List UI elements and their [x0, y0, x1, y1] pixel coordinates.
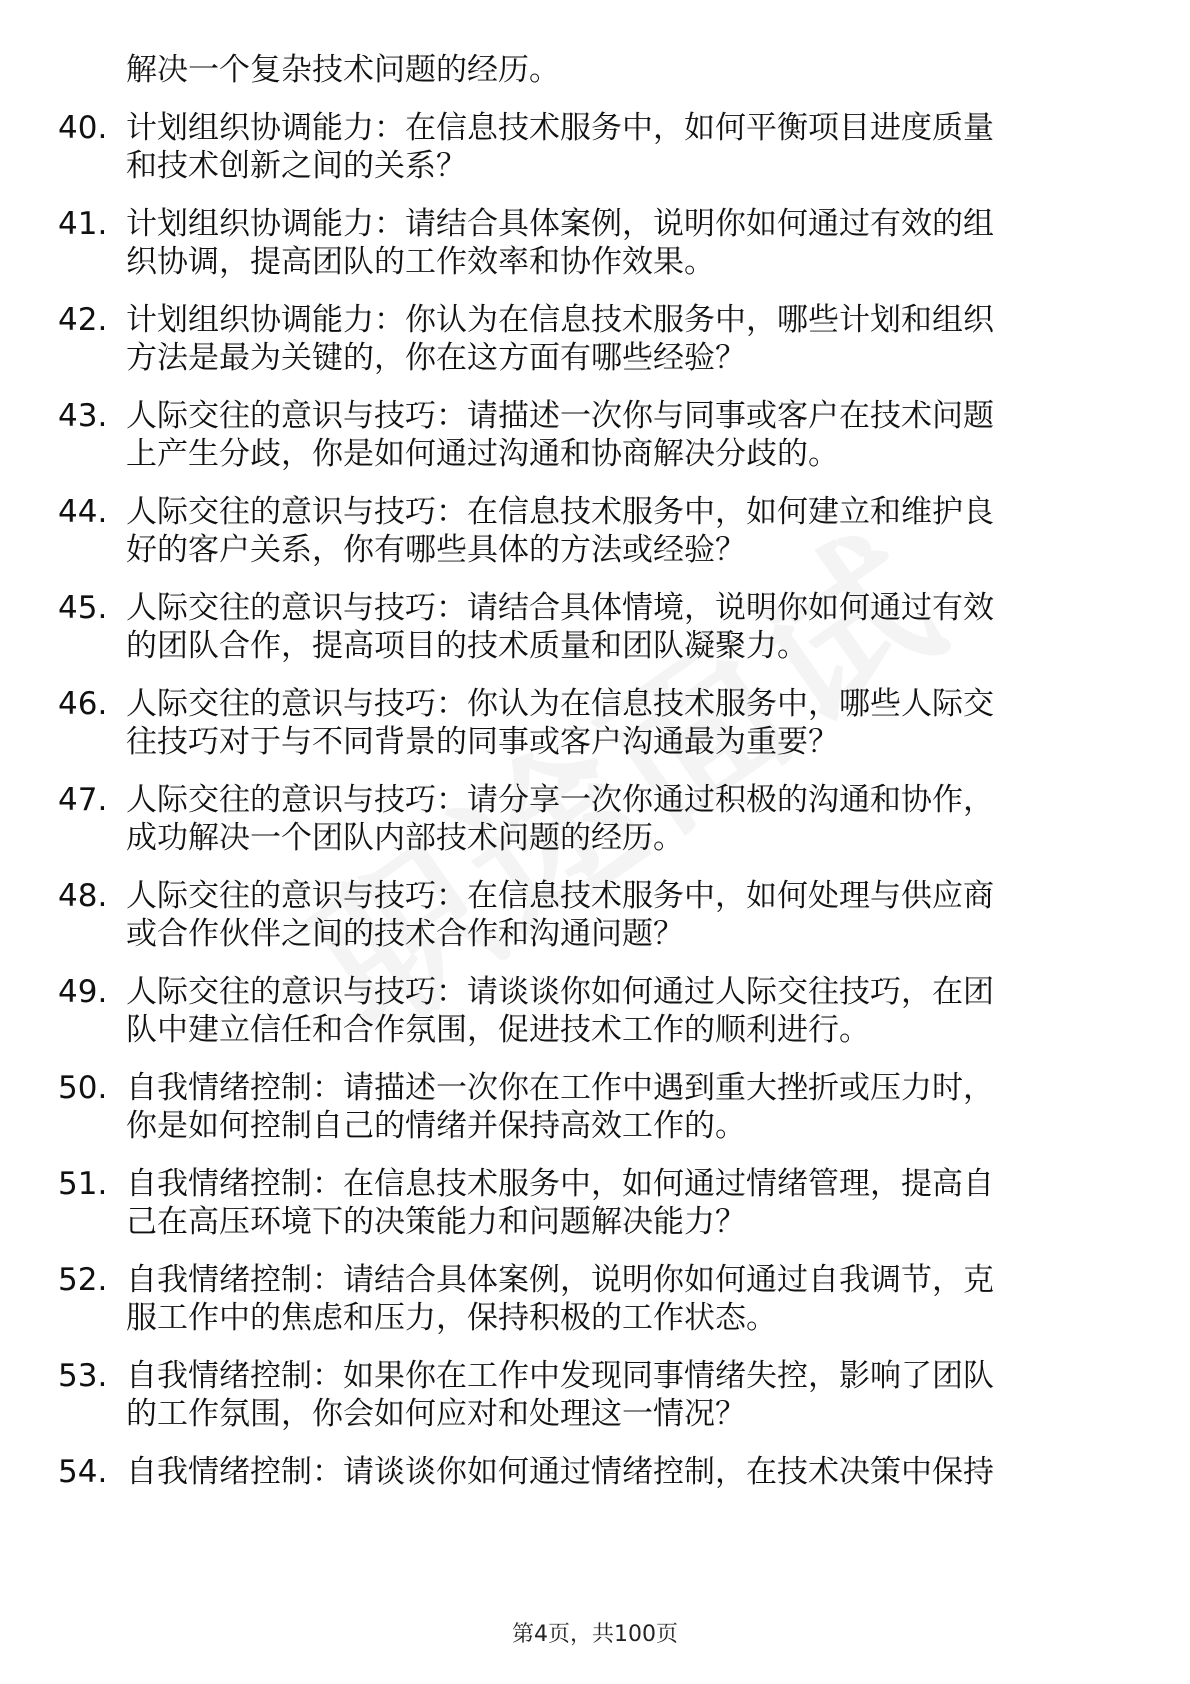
question-text-line2: 往技巧对于与不同背景的同事或客户沟通最为重要？ [126, 724, 839, 760]
question-text-line1: 人际交往的意识与技巧：在信息技术服务中，如何建立和维护良 [126, 494, 994, 530]
question-text-line1: 人际交往的意识与技巧：请谈谈你如何通过人际交往技巧，在团 [126, 974, 994, 1010]
question-number: 47. [58, 782, 108, 818]
question-text-line2: 或合作伙伴之间的技术合作和沟通问题？ [126, 916, 684, 952]
question-number: 54. [58, 1454, 108, 1490]
question-text-line1: 自我情绪控制：如果你在工作中发现同事情绪失控，影响了团队 [126, 1358, 994, 1394]
question-number: 46. [58, 686, 108, 722]
question-text-line2: 己在高压环境下的决策能力和问题解决能力？ [126, 1204, 746, 1240]
question-text-line2: 织协调，提高团队的工作效率和协作效果。 [126, 244, 715, 280]
question-text-line1: 自我情绪控制：请结合具体案例，说明你如何通过自我调节，克 [126, 1262, 994, 1298]
question-number: 44. [58, 494, 108, 530]
question-text-line1: 计划组织协调能力：请结合具体案例，说明你如何通过有效的组 [126, 206, 994, 242]
question-number: 40. [58, 110, 108, 146]
question-text-line2: 方法是最为关键的，你在这方面有哪些经验？ [126, 340, 746, 376]
question-text-line1: 计划组织协调能力：在信息技术服务中，如何平衡项目进度质量 [126, 110, 994, 146]
question-text-line1: 自我情绪控制：请谈谈你如何通过情绪控制，在技术决策中保持 [126, 1454, 994, 1490]
question-text-line2: 的工作氛围，你会如何应对和处理这一情况？ [126, 1396, 746, 1432]
question-number: 49. [58, 974, 108, 1010]
question-text-line1: 人际交往的意识与技巧：在信息技术服务中，如何处理与供应商 [126, 878, 994, 914]
question-number: 43. [58, 398, 108, 434]
question-number: 45. [58, 590, 108, 626]
question-text-line1: 自我情绪控制：在信息技术服务中，如何通过情绪管理，提高自 [126, 1166, 994, 1202]
question-number: 41. [58, 206, 108, 242]
question-number: 53. [58, 1358, 108, 1394]
question-text-line1: 人际交往的意识与技巧：请结合具体情境，说明你如何通过有效 [126, 590, 994, 626]
question-text-line2: 你是如何控制自己的情绪并保持高效工作的。 [126, 1108, 746, 1144]
question-number: 52. [58, 1262, 108, 1298]
question-number: 48. [58, 878, 108, 914]
question-text-line2: 和技术创新之间的关系？ [126, 148, 467, 184]
page-footer: 第4页，共100页 [512, 1622, 678, 1647]
question-text-line2: 好的客户关系，你有哪些具体的方法或经验？ [126, 532, 746, 568]
question-text-line2: 队中建立信任和合作氛围，促进技术工作的顺利进行。 [126, 1012, 870, 1048]
question-text-line2: 的团队合作，提高项目的技术质量和团队凝聚力。 [126, 628, 808, 664]
question-text-line1: 人际交往的意识与技巧：请描述一次你与同事或客户在技术问题 [126, 398, 994, 434]
question-text-line1: 计划组织协调能力：你认为在信息技术服务中，哪些计划和组织 [126, 302, 994, 338]
question-text-line1: 自我情绪控制：请描述一次你在工作中遇到重大挫折或压力时， [126, 1070, 994, 1106]
question-text-line2: 上产生分歧，你是如何通过沟通和协商解决分歧的。 [126, 436, 839, 472]
question-number: 42. [58, 302, 108, 338]
question-number: 50. [58, 1070, 108, 1106]
question-text-line2: 服工作中的焦虑和压力，保持积极的工作状态。 [126, 1300, 777, 1336]
question-text-line1: 人际交往的意识与技巧：你认为在信息技术服务中，哪些人际交 [126, 686, 994, 722]
continuation-text: 解决一个复杂技术问题的经历。 [126, 52, 560, 88]
question-text-line2: 成功解决一个团队内部技术问题的经历。 [126, 820, 684, 856]
question-number: 51. [58, 1166, 108, 1202]
question-text-line1: 人际交往的意识与技巧：请分享一次你通过积极的沟通和协作， [126, 782, 994, 818]
